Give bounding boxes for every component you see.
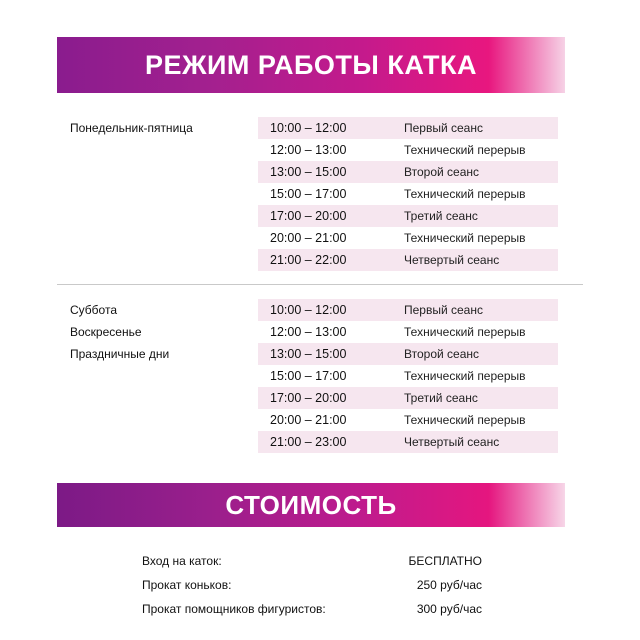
row-desc: Третий сеанс [404,391,478,405]
weekend-day-label: Воскресенье [70,325,142,339]
row-time: 10:00 – 12:00 [270,121,347,135]
row-desc: Третий сеанс [404,209,478,223]
row-desc: Технический перерыв [404,325,526,339]
price-title: СТОИМОСТЬ [225,489,397,520]
schedule-row [258,139,558,161]
row-time: 15:00 – 17:00 [270,369,347,383]
row-desc: Технический перерыв [404,143,526,157]
row-desc: Технический перерыв [404,413,526,427]
schedule-row [258,161,558,183]
row-time: 17:00 – 20:00 [270,209,347,223]
price-value: 250 руб/час [416,578,482,592]
schedule-row [258,387,558,409]
price-value: БЕСПЛАТНО [408,554,482,568]
row-desc: Первый сеанс [404,121,483,135]
row-time: 21:00 – 23:00 [270,435,347,449]
price-label: Прокат помощников фигуристов: [142,602,326,616]
price-label: Вход на каток: [142,554,222,568]
weekend-day-label: Суббота [70,303,117,317]
weekend-day-label: Праздничные дни [70,347,170,361]
row-time: 10:00 – 12:00 [270,303,347,317]
schedule-row [258,205,558,227]
row-desc: Второй сеанс [404,347,479,361]
schedule-row [258,227,558,249]
schedule-row [258,365,558,387]
row-desc: Четвертый сеанс [404,435,500,449]
row-time: 15:00 – 17:00 [270,187,347,201]
schedule-row [258,343,558,365]
row-time: 20:00 – 21:00 [270,231,347,245]
row-desc: Первый сеанс [404,303,483,317]
schedule-row [258,321,558,343]
price-row [142,573,502,597]
row-desc: Технический перерыв [404,369,526,383]
row-time: 17:00 – 20:00 [270,391,347,405]
section-divider [57,284,583,285]
row-time: 13:00 – 15:00 [270,347,347,361]
schedule-row [258,249,558,271]
schedule-row [258,117,558,139]
price-row [142,597,502,621]
schedule-banner [57,37,565,93]
schedule-row [258,183,558,205]
row-desc: Технический перерыв [404,231,526,245]
price-banner [57,483,565,527]
price-label: Прокат коньков: [142,578,232,592]
row-time: 12:00 – 13:00 [270,325,347,339]
row-desc: Технический перерыв [404,187,526,201]
schedule-row [258,431,558,453]
price-value: 300 руб/час [416,602,482,616]
schedule-title: РЕЖИМ РАБОТЫ КАТКА [145,49,477,80]
row-time: 21:00 – 22:00 [270,253,347,267]
row-desc: Четвертый сеанс [404,253,500,267]
row-desc: Второй сеанс [404,165,479,179]
row-time: 20:00 – 21:00 [270,413,347,427]
row-time: 12:00 – 13:00 [270,143,347,157]
price-list [142,549,502,621]
schedule-row [258,299,558,321]
schedule-row [258,409,558,431]
weekday-days-label: Понедельник-пятница [70,121,193,135]
price-row [142,549,502,573]
row-time: 13:00 – 15:00 [270,165,347,179]
